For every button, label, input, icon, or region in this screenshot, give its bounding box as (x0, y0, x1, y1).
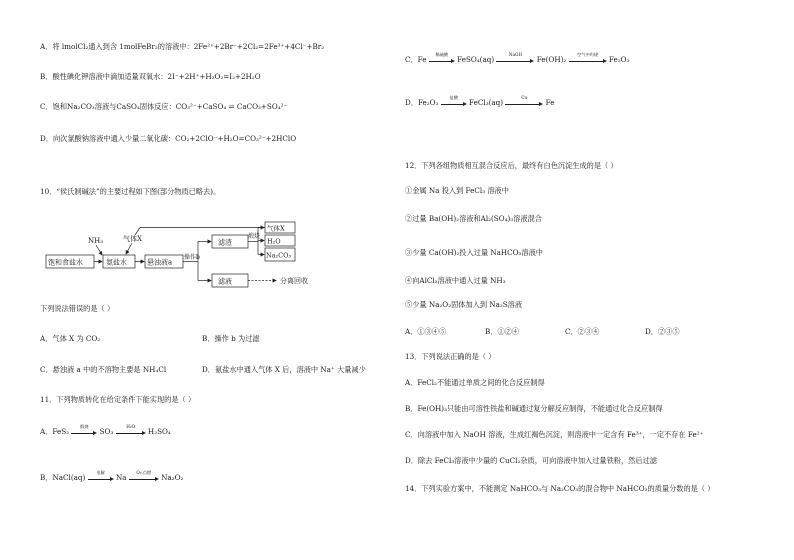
q13-option-b: B．Fe(OH)₃只能由可溶性铁盐和碱通过复分解反应制得，不能通过化合反应制得 (405, 404, 663, 413)
q9-option-b: B．酸性碘化钾溶液中滴加适量双氧水：2I⁻+2H⁺+H₂O₂=I₂+2H₂O (40, 72, 261, 81)
q11d-mid: FeCl₃(aq) (469, 98, 504, 107)
q12-item: ③少量 Ca(OH)₂投入过量 NaHCO₃溶液中 (405, 248, 543, 257)
q9-option-d: D．向次氯酸钠溶液中通入少量二氧化碳：CO₂+2ClO⁻+H₂O=CO₃²⁻+2HClO (40, 134, 297, 143)
arrow-icon: 盐酸 (441, 98, 467, 108)
label-gas-x: 气体X (123, 235, 142, 243)
q11b-mid: Na (115, 473, 127, 482)
q11c-mid2: Fe(OH)₂ (536, 55, 567, 64)
arrow-icon: 空气中灼烧 (569, 55, 607, 65)
q11a-end: H₂SO₄ (147, 427, 171, 436)
text-suspension: 悬浊液a (147, 258, 173, 267)
q12-title: 12．下列各组物质相互混合反应后，最终有白色沉淀生成的是（ ） (405, 161, 618, 170)
q12-item: ⑤少量 Na₂O₂固体加入到 Na₂S溶液 (405, 300, 523, 309)
q12-option-d: D．②③⑤ (645, 327, 680, 336)
q11b-start: B．NaCl(aq) (40, 473, 86, 482)
q13-option-d: D．除去 FeCl₃溶液中少量的 CuCl₂杂质，可向溶液中加入过量铁粉，然后过滤 (405, 456, 657, 465)
q10-prompt: 下列说法错误的是（ ） (40, 304, 115, 313)
arrow-icon: 煅烧 (71, 427, 97, 437)
q12-item: ②过量 Ba(OH)₂溶液和Al₂(SO₄)₃溶液混合 (405, 214, 542, 223)
q10-option-b: B．操作 b 为过滤 (202, 334, 260, 343)
arrow-icon: H₂O (116, 427, 146, 437)
label-op-b: 操作b (184, 254, 200, 261)
q11-option-d (405, 95, 555, 108)
q11d-start: D．Fe₂O₃ (405, 98, 439, 107)
label-nh3: NH₃ (88, 237, 104, 245)
text-filtrate: 滤液 (218, 277, 232, 286)
text-precipitate: 滤渣 (218, 238, 232, 247)
q10-option-a: A．气体 X 为 CO₂ (40, 334, 101, 343)
q10-option-c: C．悬浊液 a 中的不溶物主要是 NH₄Cl (40, 365, 167, 374)
text-water: H₂O (267, 237, 281, 246)
text-sodium-carbonate: Na₂CO₃ (266, 251, 292, 260)
q9-option-a: A．将 lmolCl₂通入到含 1molFeBr₂的溶液中：2Fe²⁺+2Br⁻+2Cl₂=2Fe³⁺+4Cl⁻+Br₂ (40, 42, 325, 51)
label-recover: 分离回收 (280, 277, 308, 285)
q13-option-a: A．FeCl₂不能通过单质之间的化合反应制得 (405, 378, 545, 387)
q11c-mid1: FeSO₄(aq) (457, 55, 495, 64)
q12-option-a: A．①③④⑤ (405, 327, 447, 336)
q11-option-c (405, 52, 630, 65)
q11d-end: Fe (545, 98, 555, 107)
arrow-icon: 稀硫酸 (429, 55, 455, 65)
q13-option-c: C．向溶液中加入 NaOH 溶液，生成红褐色沉淀，则溶液中一定含有 Fe³⁺，一定不存在 Fe²⁺ (405, 430, 704, 439)
arrow-icon: O₂,点燃 (129, 473, 159, 483)
process-diagram (40, 215, 340, 290)
q12-item: ①金属 Na 投入到 FeCl₃ 溶液中 (405, 186, 509, 195)
q11a-start: A．FeS₂ (40, 427, 70, 436)
q12-item: ④向AlCl₃溶液中通入过量 NH₃ (405, 276, 506, 285)
q11-option-a (40, 424, 171, 437)
q14-title: 14．下列实验方案中，不能测定 NaHCO₃与 Na₂CO₃的混合物中 NaHCO₃的质量分数的是（ ） (405, 484, 715, 493)
q12-option-c: C．②③④ (565, 327, 600, 336)
q11-title: 11．下列物质转化在给定条件下能实现的是（ ） (40, 395, 196, 404)
q11-option-b (40, 470, 184, 483)
text-ammonia-brine: 氨盐水 (106, 258, 127, 267)
q10-option-d: D．氨盐水中通入气体 X 后，溶液中 Na⁺ 大量减少 (202, 365, 366, 374)
label-calcine: 煅烧 (248, 233, 261, 240)
q11a-mid: SO₃ (99, 427, 114, 436)
text-saturated-brine: 饱和食盐水 (48, 258, 83, 267)
q11c-end: Fe₂O₃ (608, 55, 630, 64)
q11b-end: Na₂O₂ (161, 473, 184, 482)
arrow-icon: Cu (505, 98, 543, 108)
q11c-start: C．Fe (405, 55, 427, 64)
q9-option-c: C．饱和Na₂CO₃溶液与CaSO₄固体反应：CO₃²⁻+CaSO₄ ⇌ CaCO₃+SO₄²⁻ (40, 102, 288, 111)
arrow-icon: NaOH (496, 55, 534, 65)
text-gas-x-out: 气体X (267, 224, 285, 233)
arrow-icon: 电解 (88, 473, 114, 483)
q10-title: 10．“侯氏制碱法”的主要过程如下图(部分物质已略去)。 (40, 187, 221, 196)
q12-option-b: B．①②④ (485, 327, 520, 336)
q13-title: 13．下列说法正确的是（ ） (405, 352, 496, 361)
